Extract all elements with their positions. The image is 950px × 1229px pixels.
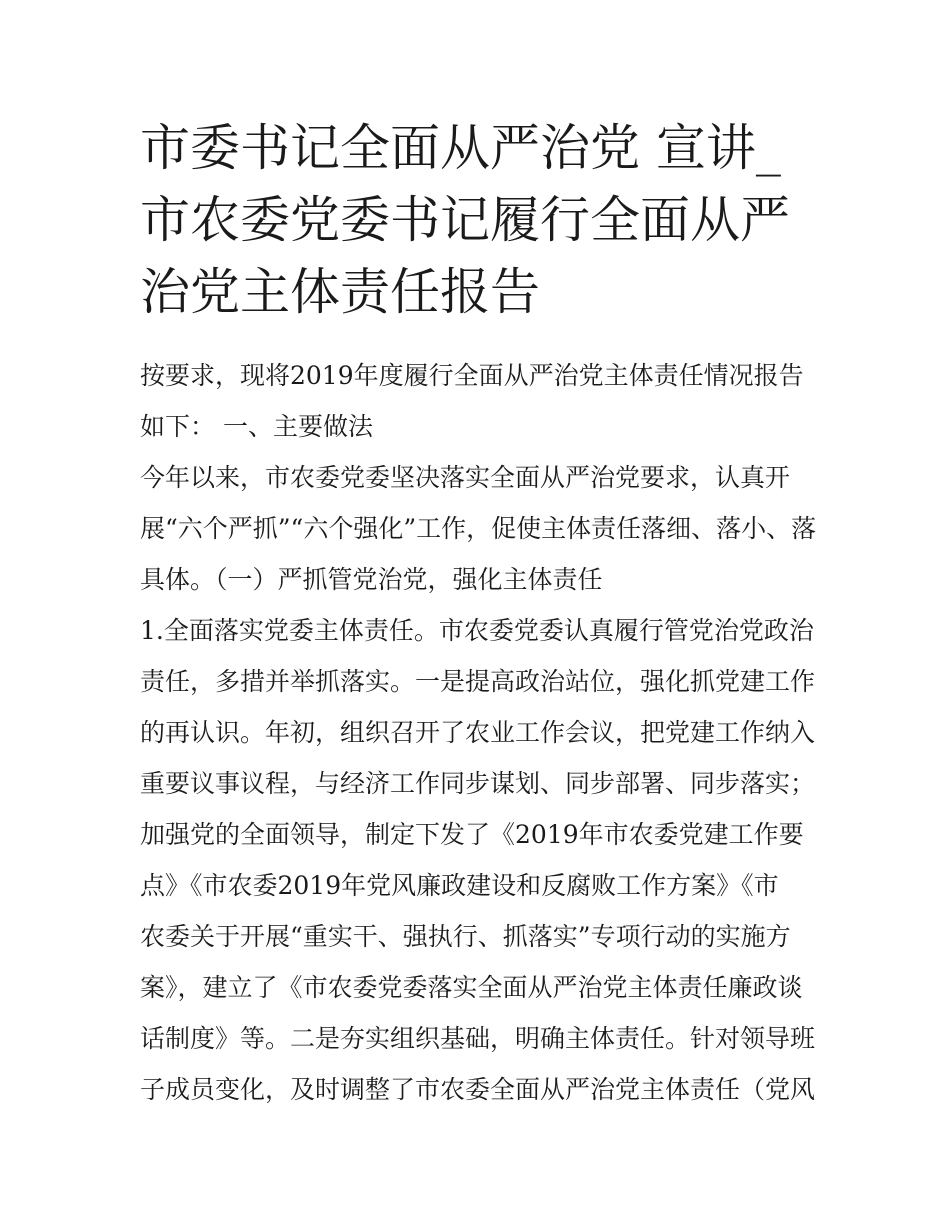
body-text-line: 农委关于开展“重实干、强执行、抓落实”专项行动的实施方 xyxy=(140,922,791,951)
body-text-line: 重要议事议程，与经济工作同步谋划、同步部署、同步落实； xyxy=(140,769,816,798)
body-text-line: 责任，多措并举抓落实。一是提高政治站位，强化抓党建工作 xyxy=(140,667,816,696)
body-text-line: 点》《市农委2019年党风廉政建设和反腐败工作方案》《市 xyxy=(140,871,779,900)
document-body xyxy=(140,350,820,1115)
body-text-line: 话制度》等。二是夯实组织基础，明确主体责任。针对领导班 xyxy=(140,1024,816,1053)
body-text-line: 具体。（一）严抓管党治党，强化主体责任 xyxy=(140,565,603,594)
body-text-line: 今年以来，市农委党委坚决落实全面从严治党要求，认真开 xyxy=(140,463,791,492)
body-text-line: 按要求，现将2019年度履行全面从严治党主体责任情况报告 xyxy=(140,361,804,390)
body-text-line: 子成员变化，及时调整了市农委全面从严治党主体责任（党风 xyxy=(140,1075,816,1104)
body-text-line: 加强党的全面领导，制定下发了《2019年市农委党建工作要 xyxy=(140,820,804,849)
body-text-line: 如下： 一、主要做法 xyxy=(140,412,373,441)
title-line: 治党主体责任报告 xyxy=(140,263,540,321)
body-text-line: 1.全面落实党委主体责任。市农委党委认真履行管党治党政治 xyxy=(140,616,814,645)
body-text-line: 展“六个严抓”“六个强化”工作，促使主体责任落细、落小、落 xyxy=(140,514,817,543)
body-text-line: 案》，建立了《市农委党委落实全面从严治党主体责任廉政谈 xyxy=(140,973,803,1002)
title-line: 市委书记全面从严治党 宣讲_ xyxy=(140,119,781,177)
title-line: 市农委党委书记履行全面从严 xyxy=(140,191,790,249)
document-title xyxy=(140,112,820,328)
document-page xyxy=(140,112,820,1115)
body-text-line: 的再认识。年初，组织召开了农业工作会议，把党建工作纳入 xyxy=(140,718,816,747)
